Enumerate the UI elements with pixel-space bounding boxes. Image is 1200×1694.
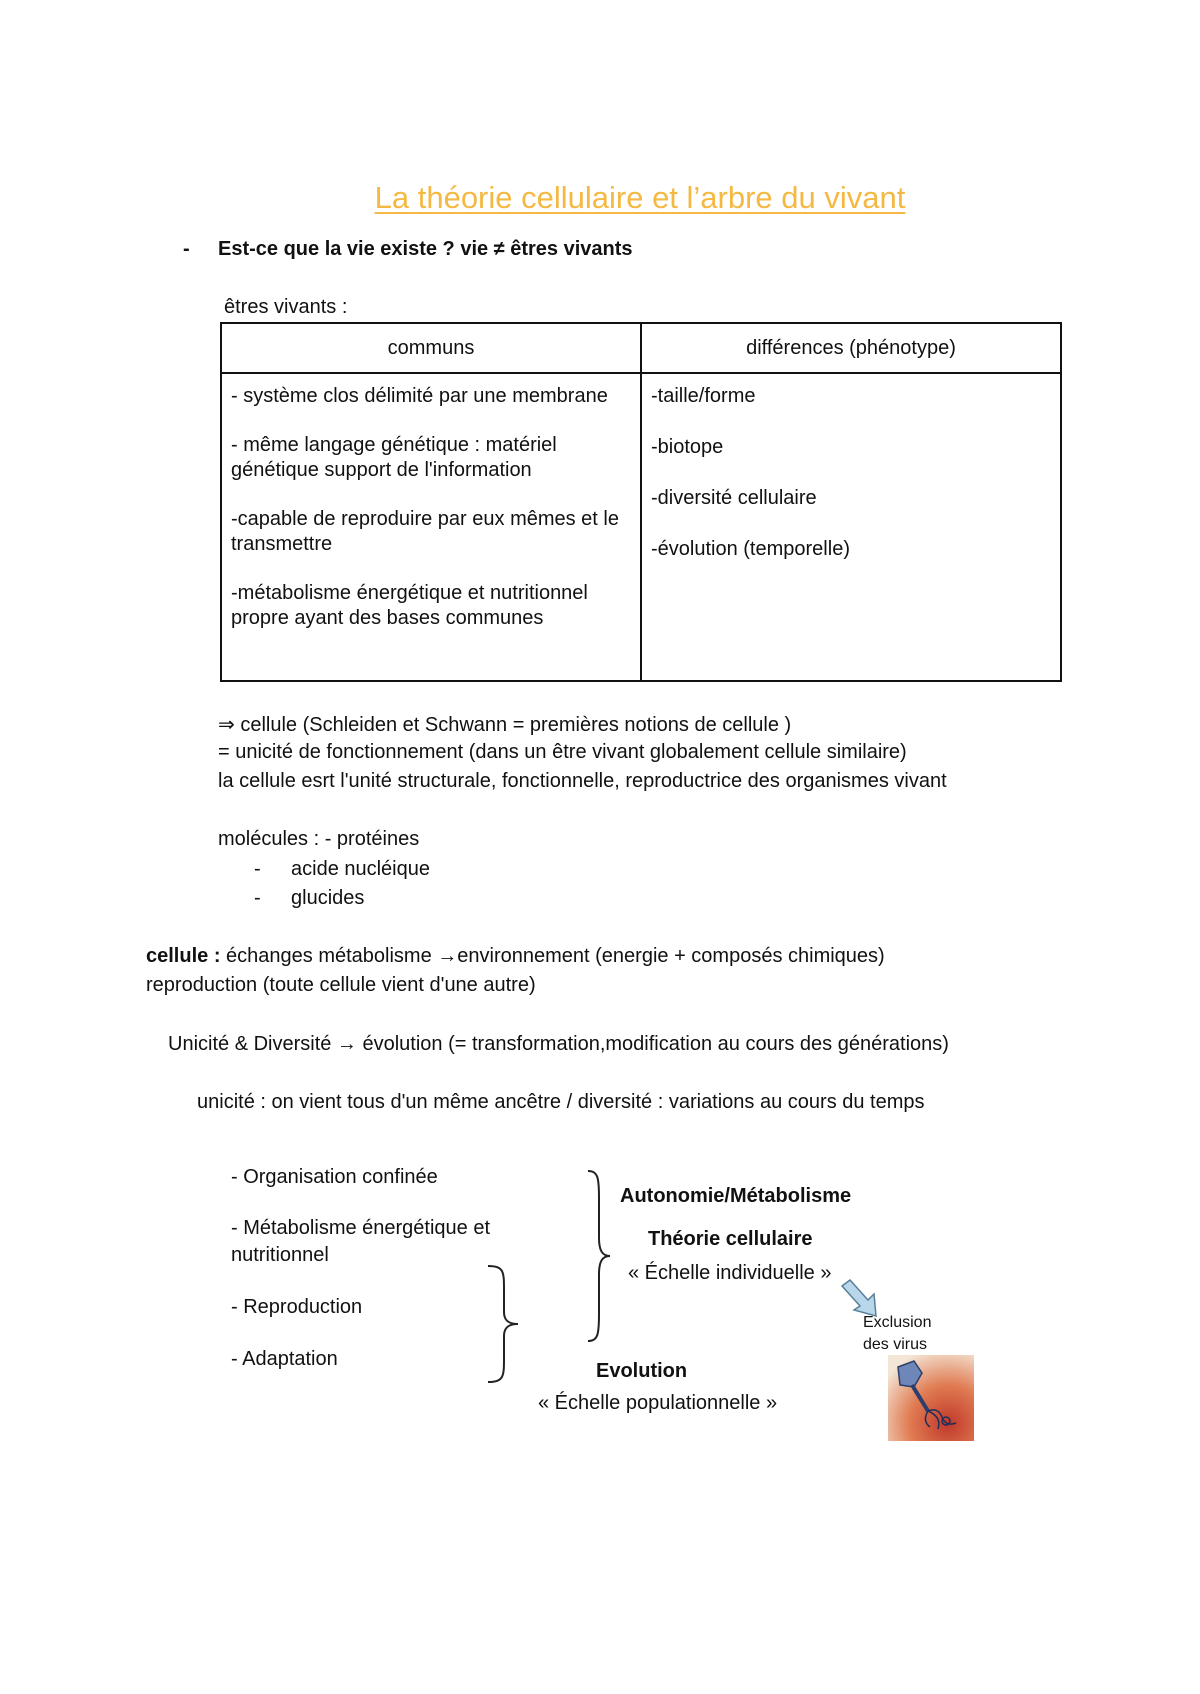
exclusion-line1: Exclusion: [863, 1314, 932, 1331]
cellule-definition: [146, 945, 885, 968]
echelle-populationnelle-label: « Échelle populationnelle »: [538, 1392, 778, 1414]
diagram-item: - Reproduction: [231, 1296, 363, 1318]
communs-cell: [221, 373, 641, 681]
cell-note-2: = unicité de fonctionnement (dans un être vivant globalement cellule similaire): [218, 741, 907, 763]
commun-item: - système clos délimité par une membrane: [231, 385, 608, 407]
question-bullet: -: [183, 238, 190, 260]
page-title: La théorie cellulaire et l’arbre du vivant: [374, 180, 906, 215]
table-header-row: [221, 323, 1061, 373]
commun-item: - même langage génétique : matériel génétique support de l'information: [231, 434, 557, 481]
difference-item: -taille/forme: [651, 385, 756, 407]
cell-note-1: ⇒ cellule (Schleiden et Schwann = premières notions de cellule ): [218, 714, 792, 736]
question-text: Est-ce que la vie existe ? vie ≠ êtres vivants: [218, 238, 633, 260]
diagram-item: nutritionnel: [231, 1244, 329, 1266]
unicite-line1: Unicité & Diversité → évolution (= transformation,modification au cours des générations): [168, 1033, 949, 1055]
autonomie-label: [620, 1185, 851, 1208]
theorie-text: Théorie cellulaire: [648, 1228, 813, 1250]
autonomie-text: Autonomie/Métabolisme: [620, 1185, 852, 1207]
header-differences: différences (phénotype): [641, 323, 1061, 373]
theorie-label: [648, 1228, 813, 1251]
difference-item: -diversité cellulaire: [651, 487, 817, 509]
evolution-label: [596, 1360, 687, 1383]
table-row: [221, 373, 1061, 681]
autonomie-brace-icon: [584, 1168, 614, 1344]
cellule-label: cellule :: [146, 945, 221, 967]
unicite-line2: unicité : on vient tous d'un même ancêtre / diversité : variations au cours du temps: [197, 1091, 925, 1113]
comparison-table: [220, 322, 1062, 682]
table-caption: êtres vivants :: [224, 296, 348, 318]
difference-item: -biotope: [651, 436, 724, 458]
commun-item: -métabolisme énergétique et nutritionnel propre ayant des bases communes: [231, 582, 588, 629]
diagram-item: - Adaptation: [231, 1348, 338, 1370]
molecule-item: acide nucléique: [291, 858, 430, 880]
exclusion-line2: des virus: [863, 1336, 928, 1353]
virus-image-icon: [888, 1355, 974, 1441]
cellule-line2: reproduction (toute cellule vient d'une autre): [146, 974, 536, 996]
molecule-bullet: -: [254, 858, 261, 880]
evolution-brace-icon: [484, 1262, 524, 1386]
molecules-label: molécules : - protéines: [218, 828, 420, 850]
diagram-item: - Organisation confinée: [231, 1166, 438, 1188]
commun-item: -capable de reproduire par eux mêmes et le transmettre: [231, 508, 619, 555]
header-communs: communs: [221, 323, 641, 373]
evolution-text: Evolution: [596, 1360, 688, 1382]
molecule-item: glucides: [291, 887, 365, 909]
cell-note-3: la cellule esrt l'unité structurale, fonctionnelle, reproductrice des organismes vivant: [218, 770, 947, 792]
echelle-individuelle-label: « Échelle individuelle »: [628, 1262, 832, 1284]
differences-cell: [641, 373, 1061, 681]
difference-item: -évolution (temporelle): [651, 538, 850, 560]
diagram-item: - Métabolisme énergétique et: [231, 1217, 491, 1239]
cellule-line1: échanges métabolisme →environnement (energie + composés chimiques): [220, 945, 885, 967]
molecule-bullet: -: [254, 887, 261, 909]
